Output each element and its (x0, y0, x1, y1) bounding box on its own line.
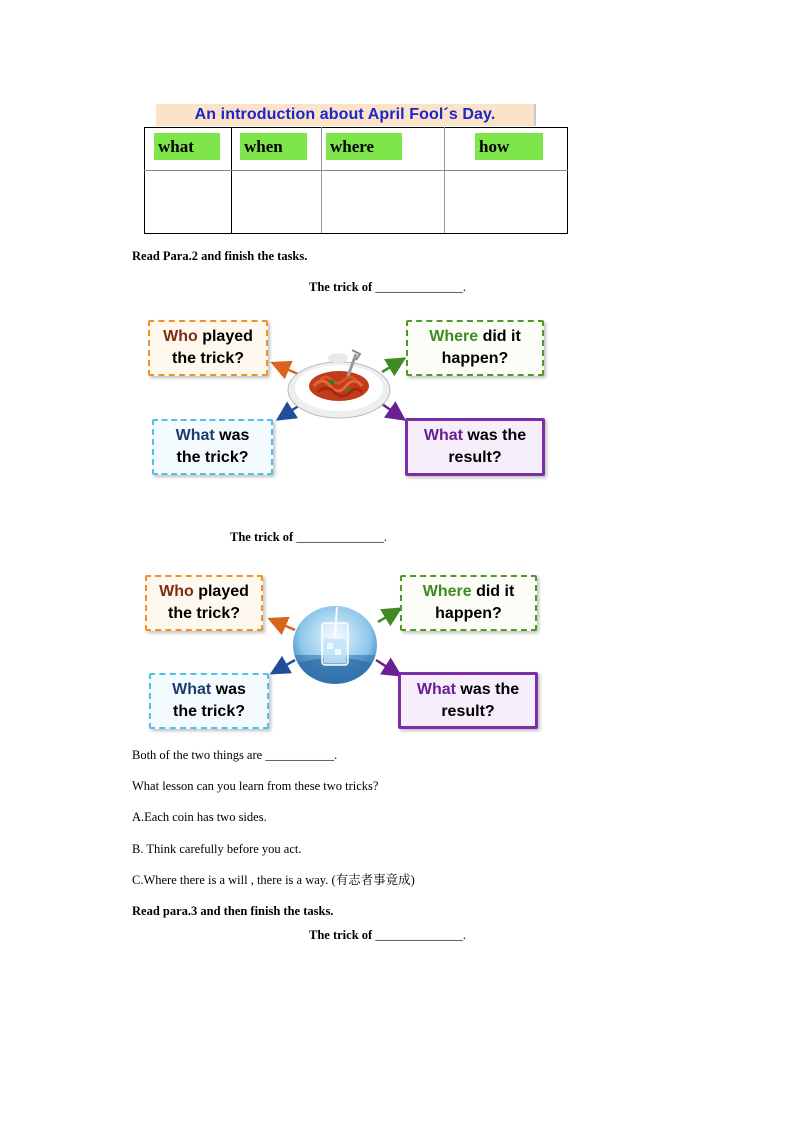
spaghetti-plate-image (286, 346, 392, 422)
box-what-result-1: What was the result? (405, 418, 545, 476)
header-where: where (326, 133, 402, 160)
trick-blank[interactable]: ______________. (296, 530, 387, 544)
both-things-question: Both of the two things are ___________. (132, 748, 338, 762)
trick-prefix: The trick of (309, 280, 373, 294)
arrow-where-2 (378, 610, 398, 622)
box-what-trick-2: What was the trick? (149, 673, 269, 729)
trick-blank[interactable]: ______________. (375, 280, 466, 294)
box-where-happen-2: Where did it happen? (400, 575, 537, 631)
lesson-question: What lesson can you learn from these two tricks? (132, 779, 379, 793)
header-how: how (475, 133, 543, 160)
worksheet-title: An introduction about April Fool´s Day. (156, 104, 536, 126)
trick-blank[interactable]: ______________. (375, 928, 466, 942)
box-what-result-2: What was the result? (398, 672, 538, 729)
section-instruction-para2: Read Para.2 and finish the tasks. (132, 249, 308, 263)
trick-line-3 (309, 928, 466, 943)
option-b[interactable]: B. Think carefully before you act. (132, 842, 302, 856)
trick-line-2 (230, 530, 387, 545)
option-a[interactable]: A.Each coin has two sides. (132, 810, 267, 824)
header-when: when (240, 133, 307, 160)
trick-prefix: The trick of (230, 530, 294, 544)
section-instruction-para3: Read para.3 and then finish the tasks. (132, 904, 334, 918)
trick-prefix: The trick of (309, 928, 373, 942)
option-c[interactable]: C.Where there is a will , there is a way. (有志者事竟成) (132, 873, 415, 887)
arrow-what-result-2 (376, 660, 398, 674)
glass-of-water-image (292, 605, 378, 685)
box-what-trick-1: What was the trick? (152, 419, 273, 475)
box-who-played-1: Who played the trick? (148, 320, 268, 376)
header-what: what (154, 133, 220, 160)
box-who-played-2: Who played the trick? (145, 575, 263, 631)
box-where-happen-1: Where did it happen? (406, 320, 544, 376)
